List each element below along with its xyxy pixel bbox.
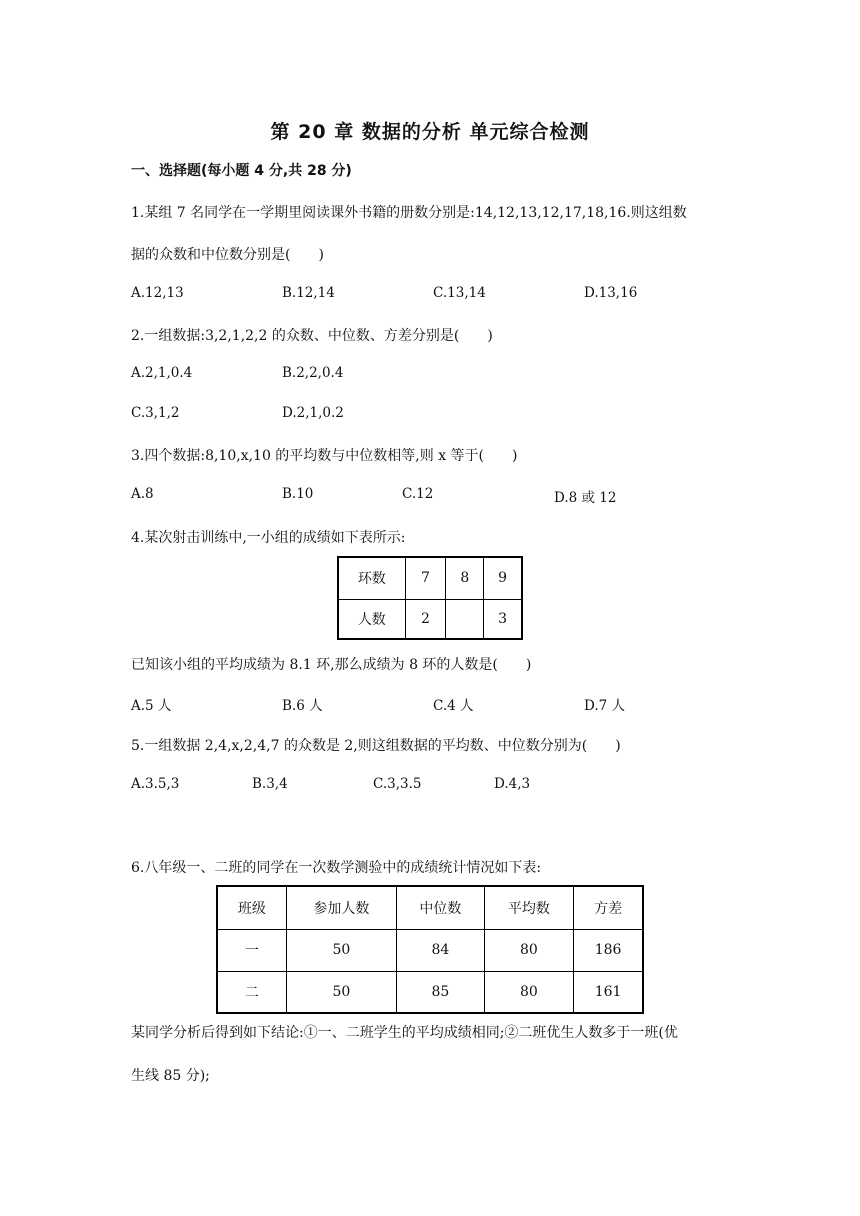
q3-stem: 3.四个数据:8,10,x,10 的平均数与中位数相等,则 x 等于( ) [131,448,518,464]
shooting-score-table [337,556,523,640]
table-cell: 二 [217,971,286,1013]
table-cell: 50 [286,971,396,1013]
q6-conclusion-line1: 某同学分析后得到如下结论:①一、二班学生的平均成绩相同;②二班优生人数多于一班(优 [131,1025,678,1041]
q1-stem-line2: 据的众数和中位数分别是( ) [131,247,324,263]
table-header-cell: 中位数 [397,886,485,929]
section-heading: 一、选择题(每小题 4 分,共 28 分) [131,163,352,179]
q4-question: 已知该小组的平均成绩为 8.1 环,那么成绩为 8 环的人数是( ) [131,657,532,673]
table-header-cell: 方差 [574,886,643,929]
q2-option-c: C.3,1,2 [131,405,180,421]
table-row [338,599,522,639]
table-cell: 85 [397,971,485,1013]
q3-option-a: A.8 [131,486,154,502]
q2-option-d: D.2,1,0.2 [282,405,344,421]
q4-option-d: D.7 人 [584,698,626,714]
table-cell: 2 [405,599,446,639]
table-header-cell: 平均数 [484,886,574,929]
table-row [217,929,643,971]
q3-option-d: D.8 或 12 [554,490,617,506]
table-cell: 50 [286,929,396,971]
q5-option-c: C.3,3.5 [373,776,422,792]
q1-option-b: B.12,14 [282,285,335,301]
table-cell: 人数 [338,599,405,639]
table-cell: 8 [446,557,484,599]
q4-option-a: A.5 人 [131,698,172,714]
table-cell: 3 [484,599,522,639]
table-cell: 环数 [338,557,405,599]
q5-stem: 5.一组数据 2,4,x,2,4,7 的众数是 2,则这组数据的平均数、中位数分别为( ) [131,738,621,754]
table-cell: 7 [405,557,446,599]
table-cell: 80 [484,929,574,971]
table-cell: 186 [574,929,643,971]
table-cell: 84 [397,929,485,971]
q6-stem: 6.八年级一、二班的同学在一次数学测验中的成绩统计情况如下表: [131,860,542,876]
q1-stem-line1: 1.某组 7 名同学在一学期里阅读课外书籍的册数分别是:14,12,13,12,17,18,16.则这组数 [131,205,687,221]
q5-option-a: A.3.5,3 [131,776,180,792]
table-cell: 9 [484,557,522,599]
page-title: 第 20 章 数据的分析 单元综合检测 [270,121,590,143]
q1-option-a: A.12,13 [131,285,184,301]
table-cell [446,599,484,639]
table-header-cell: 参加人数 [286,886,396,929]
q2-option-b: B.2,2,0.4 [282,365,344,381]
q4-stem: 4.某次射击训练中,一小组的成绩如下表所示: [131,530,406,546]
table-row [217,971,643,1013]
class-score-table [216,885,644,1014]
q3-option-c: C.12 [402,486,434,502]
q6-conclusion-line2: 生线 85 分); [131,1068,210,1084]
q2-stem: 2.一组数据:3,2,1,2,2 的众数、中位数、方差分别是( ) [131,328,493,344]
q1-option-c: C.13,14 [433,285,486,301]
table-cell: 80 [484,971,574,1013]
q3-option-b: B.10 [282,486,314,502]
table-header-row [217,886,643,929]
table-header-cell: 班级 [217,886,286,929]
q4-option-b: B.6 人 [282,698,323,714]
q1-option-d: D.13,16 [584,285,638,301]
q5-option-d: D.4,3 [494,776,531,792]
q4-option-c: C.4 人 [433,698,474,714]
q5-option-b: B.3,4 [252,776,288,792]
table-cell: 一 [217,929,286,971]
q2-option-a: A.2,1,0.4 [131,365,193,381]
table-cell: 161 [574,971,643,1013]
table-row [338,557,522,599]
